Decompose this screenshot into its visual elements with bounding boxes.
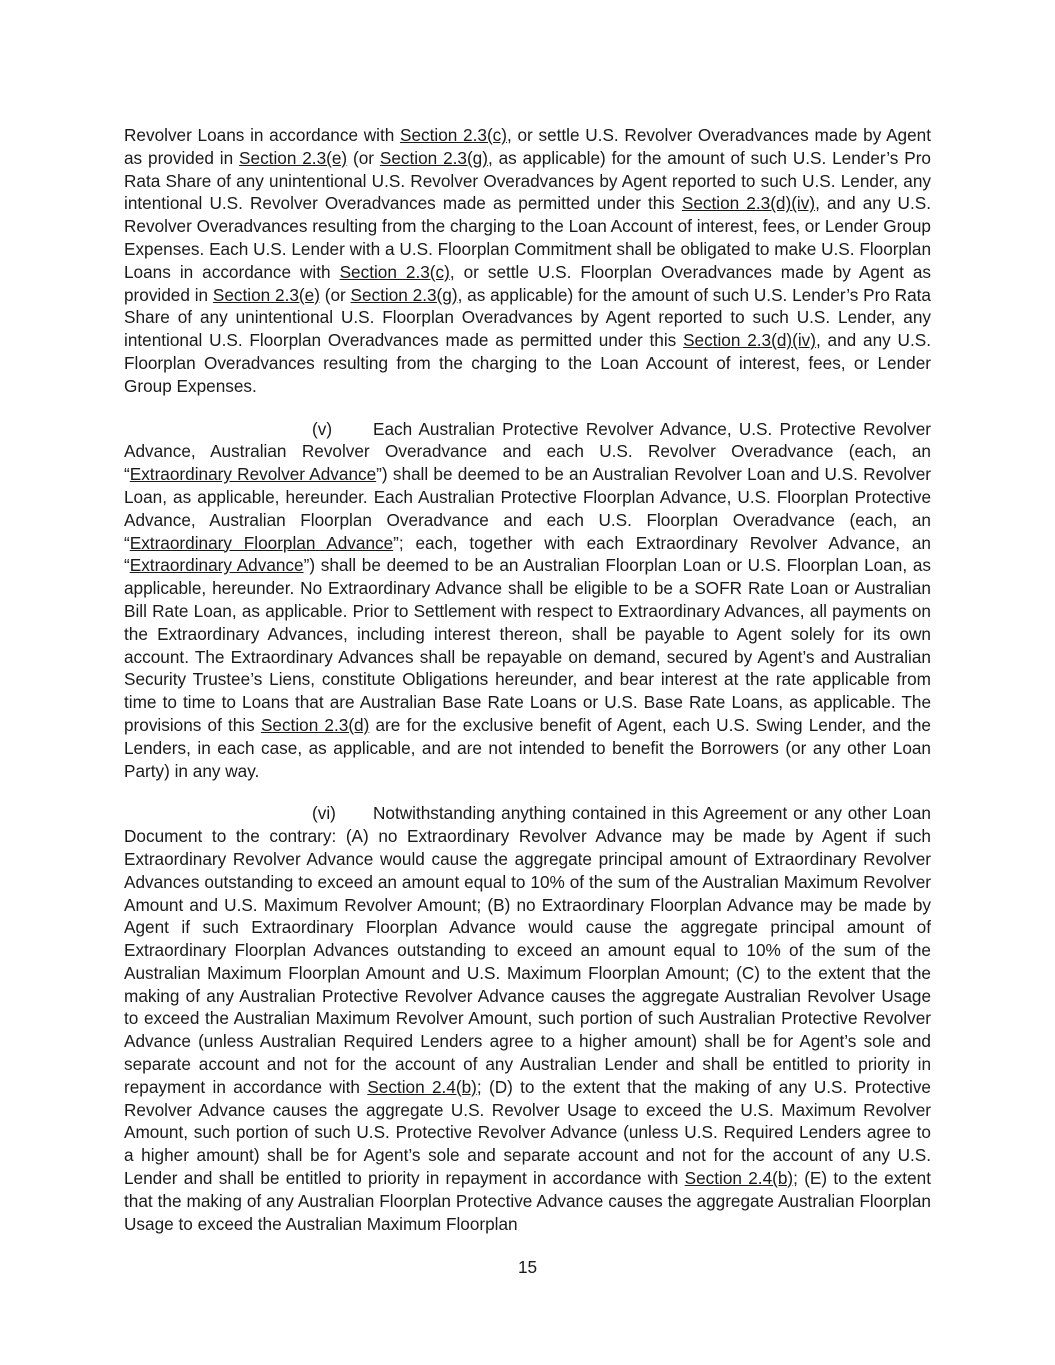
- text-run: ”; each, together with each Extraordinary Revolver Advance, an “: [124, 532, 931, 576]
- text-run: , and any U.S. Revolver Overadvances resulting from the charging to the Loan Account of interest, fees, or Lender Group Expenses. Each U.S. Lender with a U.S. Floorplan Commitment shall be obligated to make U.S. Floorplan Loans in accordance with: [124, 193, 931, 282]
- text-run: Revolver Loans in accordance with: [124, 125, 401, 145]
- defined-term: Extraordinary Advance: [129, 555, 304, 576]
- text-run: ; (D) to the extent that the making of any U.S. Protective Revolver Advance causes the aggregate U.S. Revolver Usage to exceed the U.S. Maximum Revolver Amount, such portion of such U.S. Protective Revolver Advance (unless U.S. Required Lenders agree to a higher amount) shall be for Agent’s sole and separate account and not for the account of any U.S. Lender and shall be entitled to priority in repayment in accordance with: [124, 1076, 931, 1189]
- text-run: , or settle U.S. Floorplan Overadvances made by Agent as provided in: [124, 261, 931, 305]
- text-run: (or: [347, 147, 380, 168]
- section-reference: Section 2.4(b): [367, 1076, 477, 1097]
- section-reference: Section 2.3(d)(iv): [681, 193, 816, 214]
- section-reference: Section 2.3(d): [260, 714, 370, 735]
- paragraph-continuation: [124, 124, 931, 398]
- paragraph-number: (v): [312, 418, 333, 439]
- text-run: are for the exclusive benefit of Agent, each U.S. Swing Lender, and the Lenders, in each case, as applicable, and are not intended to benefit the Borrowers (or any other Loan Party) in any way.: [124, 714, 931, 781]
- text-run: , as applicable) for the amount of such U.S. Lender’s Pro Rata Share of any unintentional U.S. Floorplan Overadvances by Agent reported to such U.S. Lender, any intentional U.S. Floorplan Overadvances made as permitted under this: [124, 284, 931, 351]
- section-reference: Section 2.3(g): [379, 147, 488, 168]
- defined-term: Extraordinary Floorplan Advance: [129, 532, 394, 553]
- section-reference: Section 2.3(e): [212, 284, 320, 305]
- section-reference: Section 2.3(g): [350, 284, 458, 305]
- page-number: 15: [517, 1257, 538, 1277]
- text-run: Notwithstanding anything contained in this Agreement or any other Loan Document to the contrary: (A) no Extraordinary Revolver Advance may be made by Agent if such Extraordinary Revolver Advance would cause the aggregate principal amount of Extraordinary Revolver Advances outstanding to exceed an amount equal to 10% of the sum of the Australian Maximum Revolver Amount and U.S. Maximum Revolver Amount; (B) no Extraordinary Floorplan Advance may be made by Agent if such Extraordinary Floorplan Advance would cause the aggregate principal amount of Extraordinary Floorplan Advances outstanding to exceed an amount equal to 10% of the sum of the Australian Maximum Floorplan Amount and U.S. Maximum Floorplan Amount; (C) to the extent that the making of any Australian Protective Revolver Advance causes the aggregate Australian Revolver Usage to exceed the Australian Maximum Revolver Amount, such portion of such Australian Protective Revolver Advance (unless Australian Required Lenders agree to a higher amount) shall be for Agent’s sole and separate account and not for the account of any Australian Lender and shall be entitled to priority in repayment in accordance with: [124, 803, 931, 1097]
- section-reference: Section 2.4(b): [684, 1168, 794, 1189]
- section-reference: Section 2.3(c): [339, 261, 450, 282]
- section-reference: Section 2.3(c): [400, 125, 507, 145]
- text-run: ; (E) to the extent that the making of any Australian Floorplan Protective Advance causes the aggregate Australian Floorplan Usage to exceed the Australian Maximum Floorplan: [124, 1168, 931, 1234]
- text-run: , and any U.S. Floorplan Overadvances resulting from the charging to the Loan Account of interest, fees, or Lender Group Expenses.: [124, 330, 931, 396]
- text-run: (or: [319, 284, 351, 305]
- paragraph-v: [124, 418, 931, 783]
- section-reference: Section 2.3(e): [239, 147, 348, 168]
- text-run: , as applicable) for the amount of such U.S. Lender’s Pro Rata Share of any unintentional U.S. Revolver Overadvances by Agent reported to such U.S. Lender, any intentional U.S. Revolver Overadvances made as permitted under this: [124, 147, 931, 214]
- paragraph-vi: [124, 802, 931, 1235]
- text-run: Each Australian Protective Revolver Advance, U.S. Protective Revolver Advance, Australian Revolver Overadvance and each U.S. Revolver Overadvance (each, an “: [124, 418, 931, 485]
- text-run: ”) shall be deemed to be an Australian Revolver Loan and U.S. Revolver Loan, as applicable, hereunder. Each Australian Protective Floorplan Advance, U.S. Floorplan Protective Advance, Australian Floorplan Overadvance and each U.S. Floorplan Overadvance (each, an “: [124, 464, 931, 553]
- text-run: ”) shall be deemed to be an Australian Floorplan Loan or U.S. Floorplan Loan, as applicable, hereunder. No Extraordinary Advance shall be eligible to be a SOFR Rate Loan or Australian Bill Rate Loan, as applicable. Prior to Settlement with respect to Extraordinary Advances, all payments on the Extraordinary Advances, including interest thereon, shall be payable to Agent solely for its own account. The Extraordinary Advances shall be repayable on demand, secured by Agent’s and Australian Security Trustee’s Liens, constitute Obligations hereunder, and bear interest at the rate applicable from time to time to Loans that are Australian Base Rate Loans or U.S. Base Rate Loans, as applicable. The provisions of this: [124, 555, 931, 735]
- defined-term: Extraordinary Revolver Advance: [129, 464, 377, 485]
- document-page: [124, 124, 931, 1255]
- paragraph-number: (vi): [312, 803, 336, 824]
- text-run: , or settle U.S. Revolver Overadvances made by Agent as provided in: [124, 125, 932, 168]
- section-reference: Section 2.3(d)(iv): [683, 330, 816, 351]
